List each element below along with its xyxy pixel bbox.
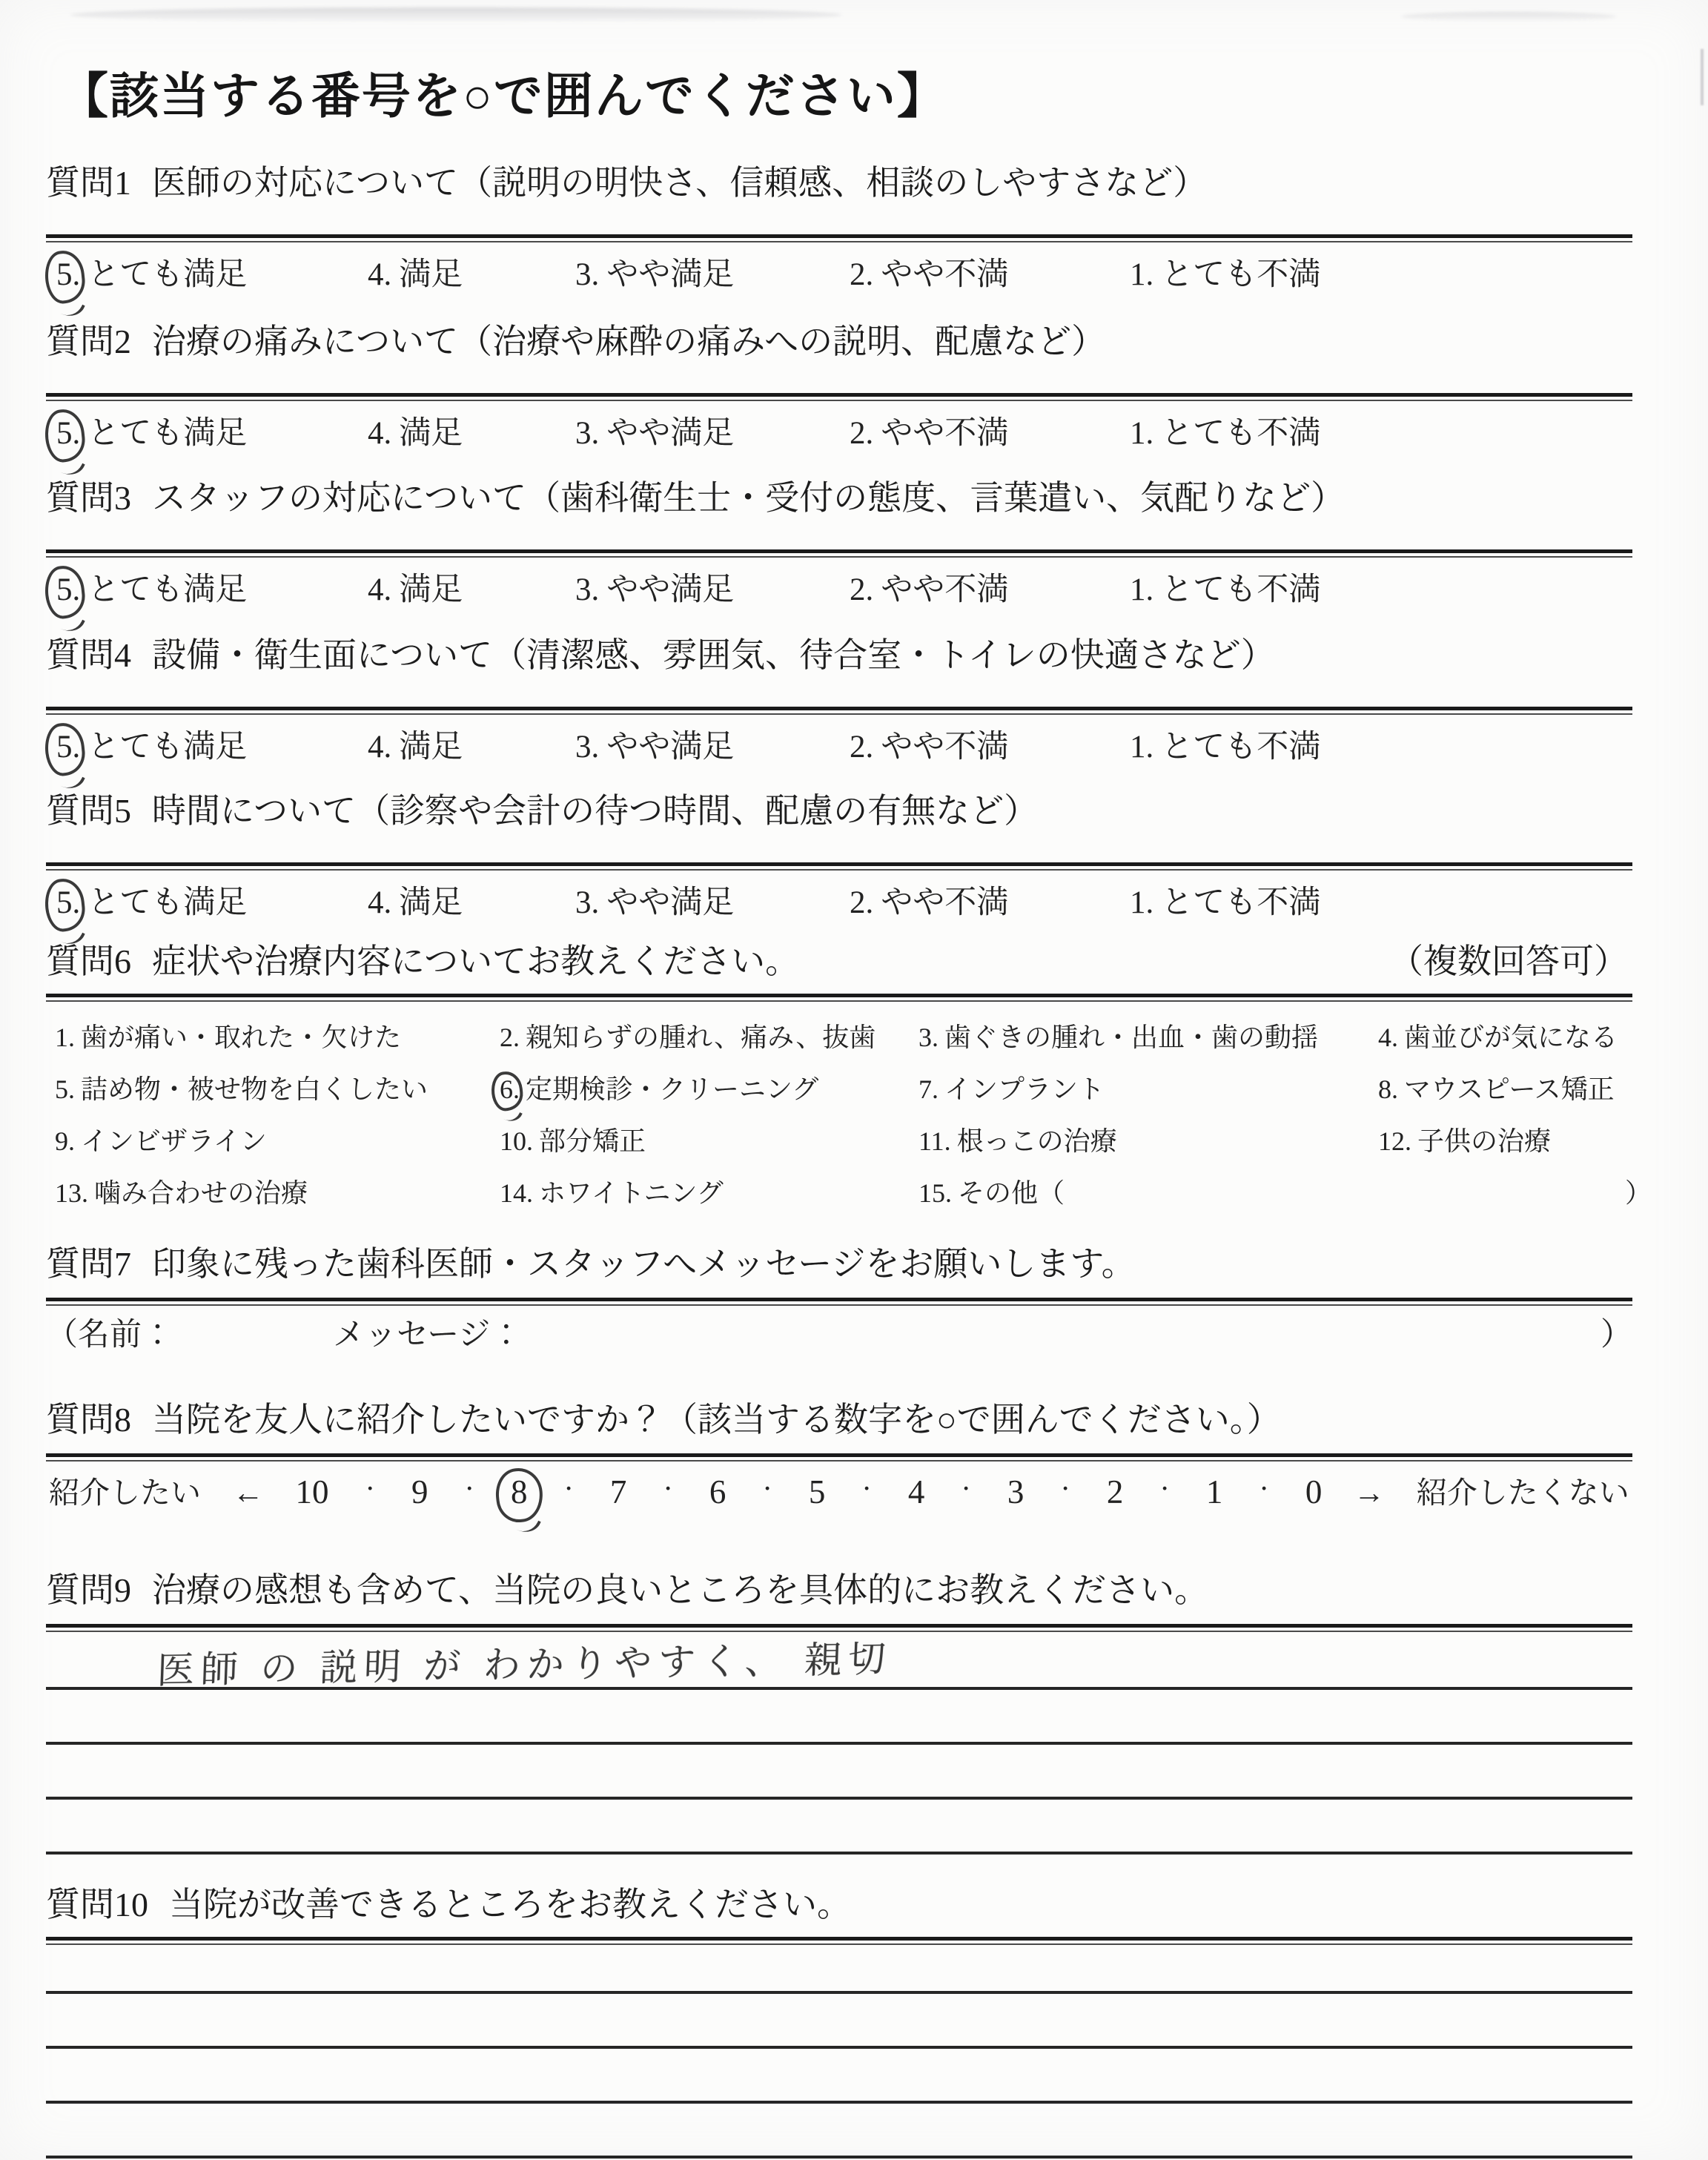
right-arrow-icon: → — [1354, 1476, 1386, 1510]
nps-scale-number: 3 — [1007, 1473, 1025, 1510]
question-title — [46, 634, 1632, 677]
nps-scale-row — [46, 1470, 1632, 1515]
scan-artifact — [1401, 12, 1616, 22]
answer-line — [46, 2049, 1632, 2104]
rating-option-label: やや満足 — [606, 257, 735, 292]
rating-option-number: 3. — [575, 730, 600, 764]
symptom-option-number: 2. — [500, 1022, 520, 1052]
nps-scale-number: 2 — [1106, 1473, 1124, 1510]
question-number-label: 質問6 — [46, 942, 131, 980]
nps-left-label: 紹介したい — [49, 1476, 201, 1510]
question-9-section — [46, 1569, 1632, 1855]
nps-scale-number: ・ — [658, 1479, 678, 1500]
question-6-section — [46, 940, 1652, 1217]
rating-option — [575, 882, 850, 924]
symptom-option — [1378, 1069, 1632, 1106]
nps-scale-number: 9 — [411, 1473, 428, 1510]
question-text: スタッフの対応について（歯科衛生士・受付の態度、言葉遣い、気配りなど） — [152, 479, 1345, 517]
question-title — [46, 1398, 1632, 1441]
rating-options-row — [46, 882, 1632, 924]
rating-option — [368, 727, 575, 768]
nps-scale-number: 5 — [808, 1473, 826, 1510]
rating-options-row — [46, 413, 1632, 455]
separator-rule — [46, 994, 1632, 1002]
question-text: 治療の感想も含めて、当院の良いところを具体的にお教えください。 — [152, 1571, 1209, 1609]
rating-option-label: やや不満 — [881, 730, 1009, 764]
question-8-section — [46, 1398, 1632, 1515]
question-4-section — [46, 634, 1632, 768]
question-title — [46, 320, 1632, 363]
separator-rule — [46, 1298, 1632, 1306]
rating-option — [575, 413, 850, 455]
rating-option-number: 5. — [56, 254, 80, 296]
symptom-option-label: 歯が痛い・取れた・欠けた — [81, 1022, 402, 1052]
rating-option-number: 4. — [368, 572, 392, 607]
symptom-option — [918, 1172, 1652, 1210]
symptom-option-number: 9. — [55, 1126, 75, 1156]
symptom-option-number: 13. — [55, 1178, 88, 1208]
rating-option-label: とても満足 — [87, 572, 248, 607]
nps-scale-number: ・ — [1056, 1479, 1076, 1500]
nps-scale-number: ・ — [857, 1479, 877, 1500]
question-number-label: 質問10 — [46, 1886, 148, 1923]
close-paren: ） — [1601, 1318, 1632, 1353]
rating-option — [368, 569, 575, 611]
message-field-label: メッセージ： — [333, 1318, 523, 1353]
rating-option-number: 2. — [850, 730, 874, 764]
nps-scale-number: 0 — [1305, 1473, 1323, 1510]
rating-option-label: とても不満 — [1161, 416, 1321, 451]
symptom-option-label: 噛み合わせの治療 — [94, 1178, 308, 1208]
rating-options-row — [46, 727, 1632, 768]
rating-option-number: 1. — [1130, 257, 1154, 292]
rating-option — [1130, 254, 1320, 296]
rating-option-label: とても不満 — [1161, 885, 1321, 920]
rating-option-label: とても不満 — [1161, 730, 1321, 764]
symptom-option — [55, 1069, 500, 1106]
symptom-option — [918, 1017, 1378, 1054]
rating-option-number: 5. — [56, 882, 80, 924]
rating-option — [56, 727, 368, 768]
left-arrow-icon: ← — [232, 1476, 264, 1510]
symptom-option — [55, 1120, 500, 1158]
symptom-option-label: インビザライン — [81, 1126, 267, 1156]
symptom-option-number: 12. — [1378, 1126, 1411, 1156]
question-number-label: 質問8 — [46, 1401, 131, 1439]
rating-option — [850, 569, 1130, 611]
question-number-label: 質問1 — [46, 164, 131, 202]
rating-option-number: 5. — [56, 413, 80, 455]
nps-scale-number: ・ — [1155, 1479, 1175, 1500]
symptom-option-label: 子供の治療 — [1417, 1126, 1552, 1156]
rating-option-number: 1. — [1130, 416, 1154, 451]
name-field-label: 名前： — [78, 1318, 173, 1353]
symptom-option — [500, 1120, 918, 1158]
rating-options-row — [46, 254, 1632, 296]
rating-option-number: 3. — [575, 885, 600, 920]
symptom-option — [500, 1017, 918, 1054]
rating-option-label: やや満足 — [606, 885, 735, 920]
nps-scale-number: ・ — [559, 1479, 579, 1500]
symptom-option-number: 3. — [918, 1022, 939, 1052]
answer-line — [46, 2104, 1632, 2159]
rating-option — [575, 254, 850, 296]
nps-scale-number: ・ — [360, 1479, 380, 1500]
symptom-option-number: 15. — [918, 1178, 952, 1208]
nps-scale-number: 4 — [907, 1473, 925, 1510]
symptom-option — [500, 1172, 918, 1210]
question-number-label: 質問5 — [46, 792, 131, 830]
question-text: 時間について（診察や会計の待つ時間、配慮の有無など） — [152, 792, 1039, 830]
symptom-option-label: 親知らずの腫れ、痛み、抜歯 — [526, 1022, 876, 1052]
rating-option-label: やや満足 — [606, 572, 735, 607]
symptom-option-number: 1. — [55, 1022, 75, 1052]
rating-option-number: 2. — [850, 572, 874, 607]
rating-option — [850, 727, 1130, 768]
rating-option-number: 4. — [368, 730, 392, 764]
symptom-option — [918, 1069, 1378, 1106]
nps-scale-number: 6 — [709, 1473, 726, 1510]
question-title — [46, 790, 1632, 833]
rating-option — [56, 413, 368, 455]
question-title — [46, 1883, 1632, 1926]
answer-line — [46, 1690, 1632, 1745]
symptom-option — [1378, 1120, 1632, 1158]
question-3-section — [46, 477, 1632, 611]
symptom-option-label: 部分矯正 — [539, 1126, 646, 1156]
rating-option-number: 2. — [850, 885, 874, 920]
rating-option-label: とても満足 — [87, 885, 248, 920]
nps-scale-number: ・ — [460, 1479, 480, 1500]
rating-options-row — [46, 569, 1632, 611]
answer-line — [46, 1948, 1632, 1994]
rating-option-label: とても満足 — [87, 730, 248, 764]
answer-line — [46, 1800, 1632, 1855]
question-number-label: 質問9 — [46, 1571, 131, 1609]
open-paren: （ — [46, 1318, 78, 1353]
question-text: 当院が改善できるところをお教えください。 — [169, 1886, 851, 1923]
symptom-options-grid — [46, 1009, 1652, 1217]
separator-rule — [46, 393, 1632, 401]
rating-option-label: やや不満 — [881, 572, 1009, 607]
nps-scale-number: 10 — [295, 1473, 329, 1510]
question-text: 当院を友人に紹介したいですか？（該当する数字を○で囲んでください。） — [152, 1401, 1281, 1439]
nps-scale-number: 8 — [511, 1470, 528, 1513]
rating-option — [368, 254, 575, 296]
symptom-option-label: 根っこの治療 — [956, 1126, 1117, 1156]
rating-option — [850, 254, 1130, 296]
rating-option-label: とても不満 — [1161, 257, 1321, 292]
separator-rule — [46, 1453, 1632, 1462]
rating-option — [575, 569, 850, 611]
rating-option-number: 2. — [850, 416, 874, 451]
rating-option-number: 5. — [56, 727, 80, 768]
question-title — [46, 162, 1632, 205]
rating-option-number: 3. — [575, 572, 600, 607]
rating-option-number: 3. — [575, 416, 600, 451]
symptom-option — [918, 1120, 1378, 1158]
symptom-option-label: 詰め物・被せ物を白くしたい — [81, 1074, 428, 1104]
other-close-paren: ） — [1624, 1178, 1652, 1208]
rating-option — [850, 413, 1130, 455]
question-number-label: 質問7 — [46, 1245, 131, 1283]
question-text: 設備・衛生面について（清潔感、雰囲気、待合室・トイレの快適さなど） — [152, 636, 1275, 674]
question-text: 医師の対応について（説明の明快さ、信頼感、相談のしやすさなど） — [152, 164, 1208, 202]
nps-scale-number: ・ — [956, 1479, 976, 1500]
symptom-option-label: インプラント — [944, 1074, 1105, 1104]
symptom-option — [55, 1017, 500, 1054]
question-1-section — [46, 162, 1632, 296]
question-number-label: 質問3 — [46, 479, 131, 517]
rating-option-label: 満足 — [399, 885, 463, 920]
nps-scale-number: 7 — [609, 1473, 627, 1510]
rating-option — [850, 882, 1130, 924]
question-number-label: 質問4 — [46, 636, 131, 674]
rating-option-label: 満足 — [399, 572, 463, 607]
rating-option-label: 満足 — [399, 257, 463, 292]
symptom-option-number: 11. — [918, 1126, 951, 1156]
free-answer-area — [46, 1948, 1632, 2159]
rating-option-label: やや不満 — [881, 885, 1009, 920]
rating-option-number: 4. — [368, 416, 392, 451]
rating-option — [1130, 727, 1320, 768]
symptom-option-label: 歯ぐきの腫れ・出血・歯の動揺 — [944, 1022, 1319, 1052]
question-text: 治療の痛みについて（治療や麻酔の痛みへの説明、配慮など） — [152, 323, 1106, 360]
rating-option-number: 2. — [850, 257, 874, 292]
rating-option-label: 満足 — [399, 730, 463, 764]
nps-scale-number: ・ — [1254, 1479, 1274, 1500]
question-5-section — [46, 790, 1632, 924]
rating-option-label: 満足 — [399, 416, 463, 451]
question-text: 症状や治療内容についてお教えください。 — [152, 942, 800, 980]
symptom-option-label: マウスピース矯正 — [1404, 1074, 1615, 1104]
question-number-label: 質問2 — [46, 323, 131, 360]
symptom-option — [55, 1172, 500, 1210]
rating-option — [368, 413, 575, 455]
rating-option — [368, 882, 575, 924]
rating-option-number: 5. — [56, 569, 80, 611]
message-fields-row — [46, 1315, 1632, 1356]
symptom-option-label: 定期検診・クリーニング — [526, 1074, 819, 1104]
question-2-section — [46, 320, 1632, 455]
symptom-option-number: 8. — [1378, 1074, 1398, 1104]
symptom-option-number: 10. — [500, 1126, 533, 1156]
handwritten-answer: 医師 の 説明 が わかりやすく、 親切 — [156, 1638, 893, 1691]
rating-option — [56, 569, 368, 611]
rating-option-number: 3. — [575, 257, 600, 292]
symptom-option-number: 7. — [918, 1074, 939, 1104]
symptom-option-number: 14. — [500, 1178, 533, 1208]
rating-option-label: やや不満 — [881, 257, 1009, 292]
answer-line — [46, 1994, 1632, 2049]
answer-line — [46, 1745, 1632, 1800]
rating-option-label: やや満足 — [606, 416, 735, 451]
separator-rule — [46, 707, 1632, 715]
question-title — [46, 1569, 1632, 1612]
symptom-option-label: その他（ — [958, 1178, 1065, 1208]
separator-rule — [46, 549, 1632, 558]
nps-right-label: 紹介したくない — [1416, 1476, 1629, 1510]
symptom-option-number: 6. — [500, 1074, 520, 1104]
rating-option-number: 4. — [368, 885, 392, 920]
symptom-option-label: 歯並びが気になる — [1404, 1022, 1618, 1052]
rating-option-label: とても満足 — [87, 416, 248, 451]
separator-rule — [46, 1937, 1632, 1945]
symptom-option — [500, 1069, 918, 1106]
scan-artifact — [70, 7, 841, 22]
question-title — [46, 1243, 1632, 1286]
rating-option-label: とても不満 — [1161, 572, 1321, 607]
question-title — [46, 940, 1632, 983]
rating-option — [1130, 413, 1320, 455]
separator-rule — [46, 234, 1632, 242]
rating-option — [1130, 882, 1320, 924]
rating-option-number: 4. — [368, 257, 392, 292]
rating-option — [1130, 569, 1320, 611]
page-title: 【該当する番号を○で囲んでください】 — [59, 70, 947, 124]
rating-option-number: 1. — [1130, 885, 1154, 920]
rating-option-label: やや不満 — [881, 416, 1009, 451]
symptom-option-number: 4. — [1378, 1022, 1398, 1052]
rating-option-number: 1. — [1130, 730, 1154, 764]
rating-option-label: とても満足 — [87, 257, 248, 292]
nps-scale-number: ・ — [758, 1479, 778, 1500]
rating-option-label: やや満足 — [606, 730, 735, 764]
question-10-section — [46, 1883, 1632, 2159]
rating-option — [56, 882, 368, 924]
rating-option — [575, 727, 850, 768]
scan-artifact — [1701, 49, 1704, 105]
symptom-option — [1378, 1017, 1632, 1054]
free-answer-area — [46, 1635, 1632, 1855]
question-text: 印象に残った歯科医師・スタッフへメッセージをお願いします。 — [152, 1245, 1136, 1283]
symptom-option-label: ホワイトニング — [539, 1178, 724, 1208]
multi-answer-note: （複数回答可） — [1389, 942, 1628, 980]
separator-rule — [46, 862, 1632, 871]
rating-option — [56, 254, 368, 296]
question-7-section — [46, 1243, 1632, 1356]
nps-scale-number: 1 — [1205, 1473, 1223, 1510]
rating-option-number: 1. — [1130, 572, 1154, 607]
question-title — [46, 477, 1632, 520]
symptom-option-number: 5. — [55, 1074, 75, 1104]
